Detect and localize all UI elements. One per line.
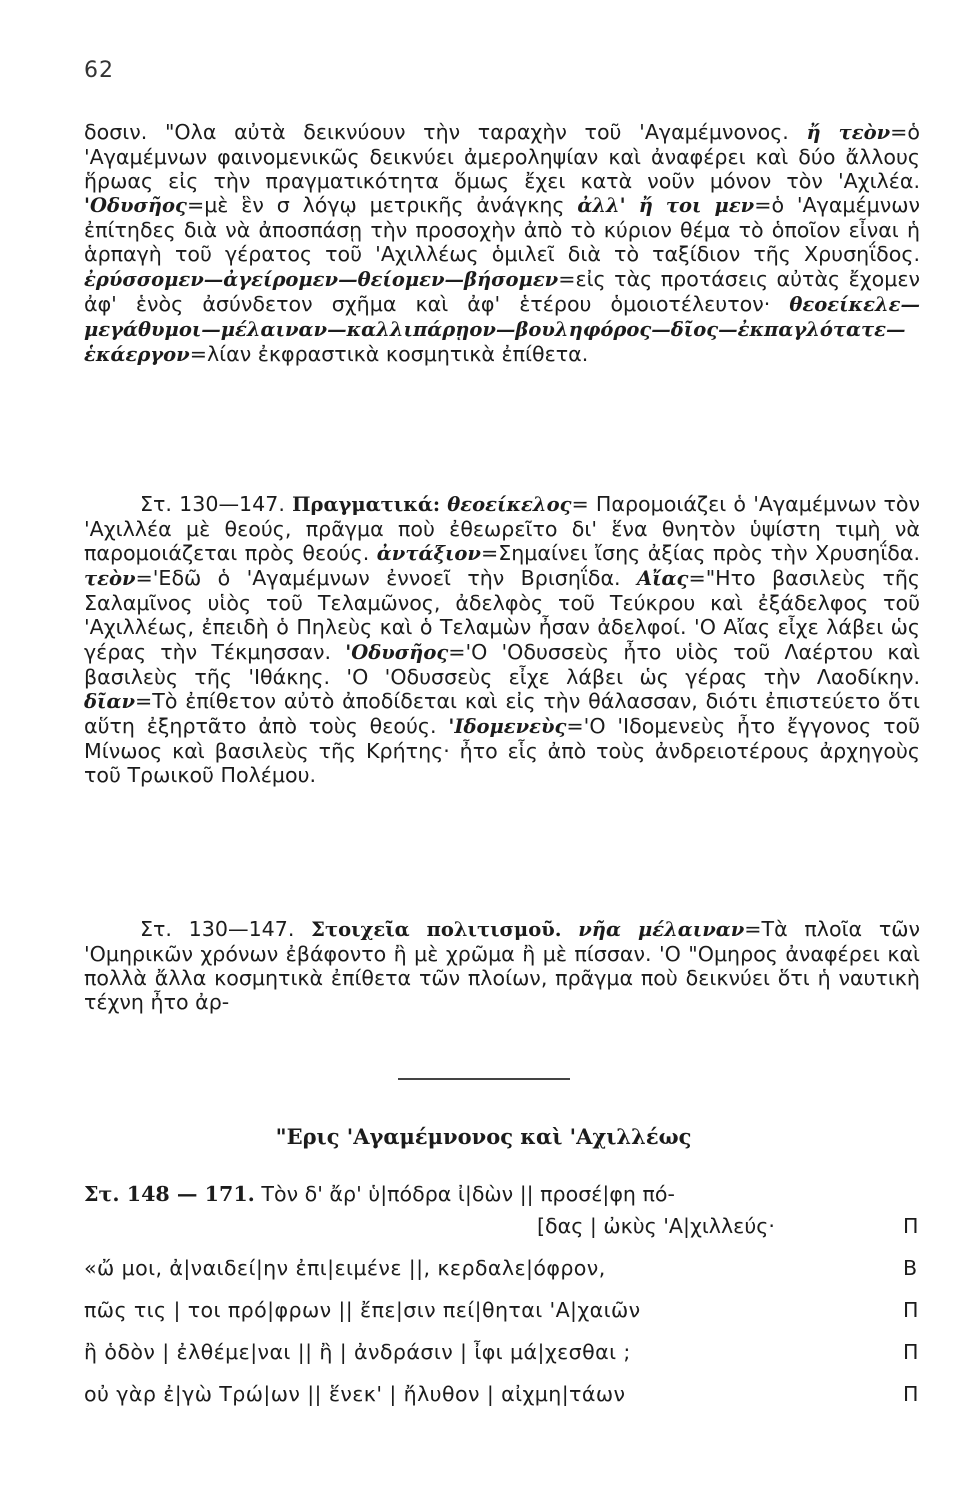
meter-mark: Π	[903, 1214, 919, 1238]
meter-mark: Π	[903, 1298, 919, 1322]
text-run: =Τὸ ἐπίθετον αὐτὸ ἀποδίδεται καὶ εἰς τὴν θάλασσαν, διότι ἐπιστεύετο ὅτι αὕτη ἐξηρτᾶτο ἀπὸ τοὺς θεούς.	[84, 688, 920, 738]
verse-line-1: «ὤ μοι, ἀ|ναιδεί|ην ἐπι|ειμένε ||, κερδαλε|όφρον,	[84, 1256, 606, 1280]
term: ἤ τεὸν	[806, 121, 891, 144]
text-run: ='Ο 'Ιδομενεὺς ἦτο ἔγγονος τοῦ Μίνωος καὶ βασιλεὺς τῆς Κρήτης· ἦτο εἷς ἀπὸ τοὺς ἀνδρειοτέρους ἀρχηγοὺς τοῦ Τρωικοῦ Πολέμου.	[84, 713, 920, 788]
text-run: =εἰς τὰς προτάσεις αὐτὰς ἔχομεν ἀφ' ἑνὸς ἀσύνδετον σχῆμα καὶ ἀφ' ἑτέρου ὁμοιοτέλευτον·	[84, 266, 920, 316]
section-heading: Πραγματικά:	[292, 493, 441, 516]
term: 'Ιδομενεὺς	[448, 714, 567, 738]
text-run: =ὁ 'Αγαμέμνων φαινομενικῶς δεικνύει ἀμεροληψίαν καὶ ἀναφέρει καὶ δύο ἄλλους ἥρωας εἰς τὴν πραγματικότητα ὅμως ἔχει κατὰ νοῦν μόνον τὸν 'Αχιλέα.	[84, 120, 921, 194]
verse-reference: Στ. 130—147.	[140, 917, 295, 941]
term: δῖαν	[84, 689, 135, 713]
term: τεὸν	[84, 567, 136, 591]
term: 'Οδυσῆος	[345, 640, 449, 664]
text-run: ="Ητο βασιλεὺς τῆς Σαλαμῖνος υἱὸς τοῦ Τελαμῶνος, ἀδελφὸς τοῦ Τεύκρου καὶ ἐξάδελφος τοῦ 'Αχιλλέως, ἐπειδὴ ὁ Πηλεὺς καὶ ὁ Τελαμὼν ἦσαν ἀδελφοί. 'Ο Αἴας εἶχε λάβει ὡς γέρας τὴν Τέκμησσαν.	[84, 566, 920, 664]
term: θεοείκελος	[447, 493, 572, 516]
term: νῆα μέλαιναν	[578, 918, 745, 941]
term: Αἴας	[636, 567, 689, 591]
term: 'Οδυσῆος	[84, 194, 187, 218]
commentary-paragraph-1	[84, 120, 920, 367]
term: θεοείκελε—μεγάθυμοι—μέλαιναν—καλλιπάρῃον—βουληφόρος—δῖος—ἐκπαγλότατε—ἑκάεργον	[84, 292, 921, 366]
meter-mark: Π	[903, 1382, 919, 1406]
verse-text: Τὸν δ' ἄρ' ὑ|πόδρα ἰ|δὼν || προσέ|φη πό-	[261, 1182, 675, 1206]
verse-line-0b: [δας | ὠκὺς 'Α|χιλλεύς·	[537, 1214, 775, 1238]
verse-reference: Στ. 130—147.	[140, 492, 285, 516]
text-run: =Σημαίνει ἴσης ἀξίας πρὸς τὴν Χρυσηΐδα.	[480, 541, 920, 566]
verse-line-4: οὐ γὰρ ἐ|γὼ Τρώ|ων || ἕνεκ' | ἤλυθον | αἰχμη|τάων	[84, 1382, 626, 1406]
section-divider	[398, 1078, 570, 1080]
section-title: "Ερις 'Αγαμέμνονος καὶ 'Αχιλλέως	[275, 1124, 692, 1149]
verse-line-2: πῶς τις | τοι πρό|φρων || ἔπε|σιν πεί|θηται 'Α|χαιῶν	[84, 1298, 641, 1322]
meter-mark: Β	[903, 1256, 918, 1280]
text-run: =ὁ 'Αγαμέμνων ἐπίτηδες διὰ νὰ ἀποσπάσῃ τὴν προσοχὴν ἀπὸ τὸ κύριον θέμα τὸ ὁποῖον εἶναι ἡ ἁρπαγὴ τοῦ γέρατος τοῦ 'Αχιλλέως ὁμιλεῖ διὰ τὸ ταξίδιον τῆς Χρυσηΐδος.	[84, 193, 920, 267]
term: ἐρύσσομεν—ἀγείρομεν—θείομεν—βήσομεν	[84, 267, 559, 291]
text-run: =μὲ ἓν σ λόγῳ μετρικῆς ἀνάγκης	[186, 193, 565, 218]
text-run: = Παρομοιάζει ὁ 'Αγαμέμνων τὸν 'Αχιλλέα μὲ θεούς, πρᾶγμα ποὺ ἐθεωρεῖτο δι' ἕνα θνητὸν ὑψίστη τιμὴ νὰ παρομοιάζεται πρὸς θεούς.	[84, 492, 921, 566]
commentary-paragraph-3	[84, 917, 920, 1014]
term: ἀντάξιον	[376, 542, 481, 566]
text-run: ='Ο 'Οδυσσεὺς ἦτο υἱὸς τοῦ Λαέρτου καὶ βασιλεὺς τῆς 'Ιθάκης. 'Ο 'Οδυσσεὺς εἶχε λάβει ὡς γέρας τὴν Λαοδίκην.	[84, 639, 921, 689]
meter-mark: Π	[903, 1340, 919, 1364]
page-number: 62	[84, 58, 114, 83]
verse-line-3: ἢ ὁδὸν | ἐλθέμε|ναι || ἢ | ἀνδράσιν | ἶφι μά|χεσθαι ;	[84, 1340, 631, 1364]
verse-reference: Στ. 148 — 171.	[84, 1182, 255, 1206]
text-run: =Τὰ πλοῖα τῶν 'Ομηρικῶν χρόνων ἐβάφοντο ἢ μὲ χρῶμα ἢ μὲ πίσσαν. 'Ο "Ομηρος ἀναφέρει καὶ πολλὰ ἄλλα κοσμητικὰ ἐπίθετα τῶν πλοίων, πρᾶγμα ποὺ δεικνύει ὅτι ἡ ναυτικὴ τέχνη ἦτο ἀρ-	[84, 917, 921, 1015]
text-run: =λίαν ἐκφραστικὰ κοσμητικὰ ἐπίθετα.	[189, 341, 589, 366]
section-heading: Στοιχεῖα πολιτισμοῦ.	[311, 918, 562, 941]
text-run: ='Εδῶ ὁ 'Αγαμέμνων ἐννοεῖ τὴν Βρισηΐδα.	[135, 566, 621, 591]
commentary-paragraph-2	[84, 492, 920, 787]
term: ἀλλ' ἤ τοι μεν	[577, 194, 755, 218]
text-run: δοσιν. "Ολα αὐτὰ δεικνύουν τὴν ταραχὴν τοῦ 'Αγαμέμνονος.	[84, 120, 789, 144]
verse-line-0a	[84, 1182, 675, 1206]
